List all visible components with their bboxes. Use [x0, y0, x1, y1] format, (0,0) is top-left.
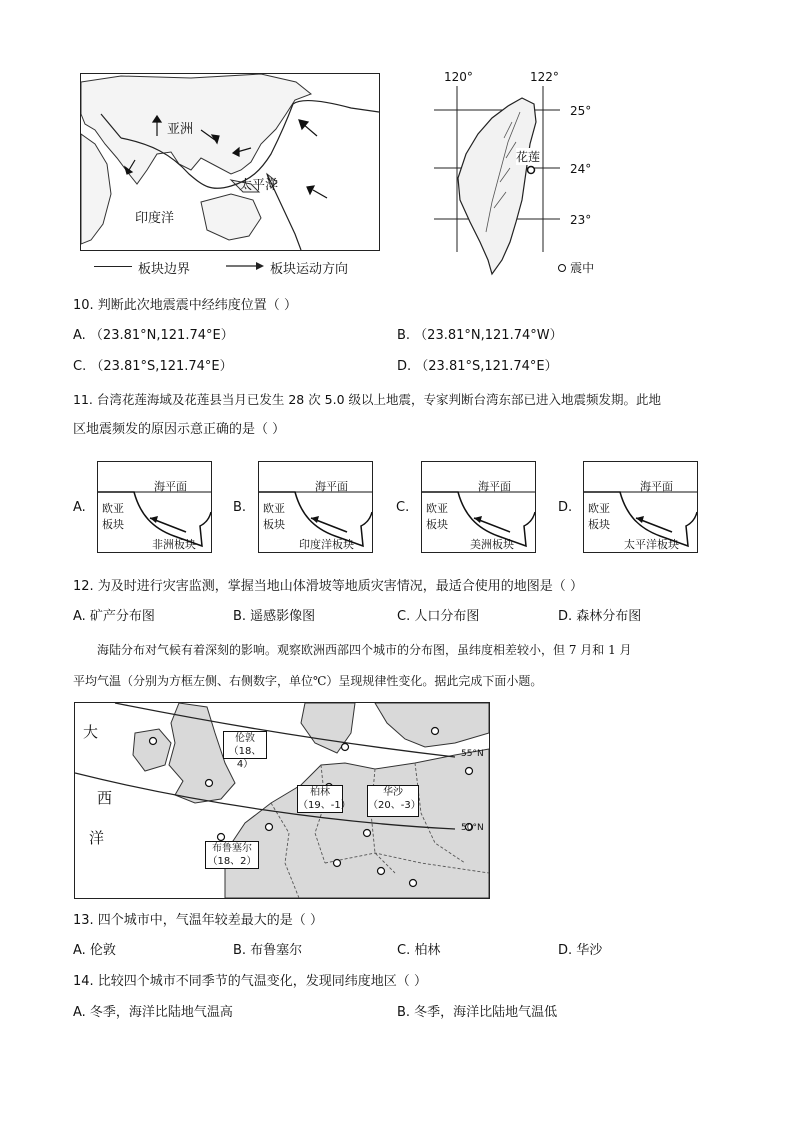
ocean-char-2: 西	[97, 789, 113, 807]
label-asia: 亚洲	[167, 122, 194, 137]
city-dot	[266, 824, 273, 831]
city-box-warsaw	[367, 785, 419, 817]
q13-option-a: A. 伦敦	[73, 943, 116, 958]
label-indian: 印度洋	[135, 211, 175, 226]
asia-landmass	[81, 74, 311, 184]
q11-diagram-b	[258, 461, 373, 553]
taiwan-island	[458, 98, 536, 274]
q11-c-moving: 美洲板块	[470, 538, 514, 551]
city-name-warsaw: 华沙	[383, 787, 403, 798]
ocean-char-1: 大	[83, 723, 99, 741]
q11-diagram-row	[73, 461, 733, 554]
lat-23-label: 23°	[570, 213, 592, 227]
intro-line1: 海陆分布对气候有着深刻的影响。观察欧洲西部四个城市的分布图，虽纬度相差较小，但 7 月和 1 月	[97, 643, 632, 657]
epicenter-legend-icon	[558, 264, 566, 272]
lon-122-label: 122°	[530, 70, 559, 84]
epicenter-legend-label: 震中	[570, 261, 595, 275]
intro-line2: 平均气温（分别为方框左侧、右侧数字，单位℃）呈现规律性变化。据此完成下面小题。	[73, 674, 543, 688]
q10-option-d: D. （23.81°S,121.74°E）	[397, 359, 558, 374]
city-temps-warsaw: （20、-3）	[368, 800, 421, 811]
legend-boundary-label: 板块边界	[138, 262, 191, 277]
q11-c-plate2: 板块	[426, 518, 448, 531]
city-dot	[410, 880, 417, 887]
q11-d-sea: 海平面	[640, 480, 673, 493]
q11-diagram-a	[97, 461, 212, 553]
q11-a-plate1: 欧亚	[102, 502, 124, 515]
hualien-label: 花莲	[516, 150, 541, 164]
q14-option-b: B. 冬季，海洋比陆地气温低	[397, 1005, 558, 1020]
city-dot	[342, 744, 349, 751]
plate-map-graphic	[81, 74, 379, 250]
q11-b-sea: 海平面	[315, 480, 348, 493]
q11-c-sea: 海平面	[478, 480, 511, 493]
q12-option-b: B. 遥感影像图	[233, 609, 316, 624]
europe-map-graphic	[75, 703, 489, 898]
city-dot	[466, 768, 473, 775]
continent-landmass	[225, 749, 489, 898]
city-dot	[378, 868, 385, 875]
city-box-berlin	[297, 785, 351, 813]
q11-b-plate2: 板块	[263, 518, 285, 531]
q12-stem: 12. 为及时进行灾害监测，掌握当地山体滑坡等地质灾害情况，最适合使用的地图是（ ）	[73, 579, 583, 594]
q11-letter-a: A.	[73, 500, 86, 515]
q11-letter-b: B.	[233, 500, 247, 515]
city-box-brussels	[205, 841, 259, 869]
q14-stem: 14. 比较四个城市不同季节的气温变化，发现同纬度地区（ ）	[73, 974, 427, 989]
q11-a-sea: 海平面	[154, 480, 187, 493]
lat-25-label: 25°	[570, 104, 592, 118]
lat-50-label: 50°N	[461, 823, 484, 833]
label-pacific: 太平洋	[239, 178, 279, 193]
q12-option-c: C. 人口分布图	[397, 609, 480, 624]
q11-diagram-c	[421, 461, 536, 553]
plate-map-figure	[80, 73, 380, 251]
q11-stem-line1: 11. 台湾花莲海域及花莲县当月已发生 28 次 5.0 级以上地震，专家判断台湾东部已进入地震频发期。此地	[73, 392, 662, 407]
q11-letter-c: C.	[396, 500, 410, 515]
q11-b-plate1: 欧亚	[263, 502, 285, 515]
ireland-landmass	[133, 729, 171, 771]
q11-stem-line2: 区地震频发的原因示意正确的是（ ）	[73, 422, 286, 437]
motion-arrow	[313, 190, 327, 198]
europe-map-figure	[74, 702, 490, 899]
q11-d-plate2: 板块	[588, 518, 610, 531]
q11-diagram-d	[583, 461, 698, 553]
city-box-london	[223, 731, 267, 770]
city-dot	[364, 830, 371, 837]
epicenter-marker	[528, 167, 535, 174]
sweden-landmass	[375, 703, 489, 747]
city-temps-brussels: （18、2）	[207, 856, 257, 867]
q11-c-plate1: 欧亚	[426, 502, 448, 515]
city-dot	[150, 738, 157, 745]
q14-option-a: A. 冬季，海洋比陆地气温高	[73, 1005, 233, 1020]
legend-motion-arrow-icon	[226, 260, 266, 272]
city-name-berlin: 柏林	[310, 787, 330, 798]
city-name-brussels: 布鲁塞尔	[212, 843, 252, 854]
lon-120-label: 120°	[444, 70, 473, 84]
q11-d-plate1: 欧亚	[588, 502, 610, 515]
q11-a-moving: 非洲板块	[152, 538, 196, 551]
city-dot	[432, 728, 439, 735]
q11-d-moving: 太平洋板块	[624, 538, 679, 551]
city-temps-berlin: （19、-1）	[298, 800, 351, 811]
ocean-char-3: 洋	[89, 829, 105, 847]
australia-landmass	[201, 194, 261, 240]
city-name-london: 伦敦	[235, 733, 255, 744]
q10-stem: 10. 判断此次地震震中经纬度位置（ ）	[73, 298, 297, 313]
legend-boundary-line	[94, 266, 132, 267]
africa-landmass	[81, 134, 111, 244]
city-dot	[206, 780, 213, 787]
q12-option-a: A. 矿产分布图	[73, 609, 155, 624]
city-temps-london: （18、4）	[228, 746, 262, 770]
city-dot	[218, 834, 225, 841]
q10-option-b: B. （23.81°N,121.74°W）	[397, 328, 563, 343]
q12-option-d: D. 森林分布图	[558, 609, 642, 624]
lat-55-label: 55°N	[461, 749, 484, 759]
q10-option-c: C. （23.81°S,121.74°E）	[73, 359, 233, 374]
taiwan-map-figure	[430, 70, 610, 280]
lat-24-label: 24°	[570, 162, 592, 176]
q10-option-a: A. （23.81°N,121.74°E）	[73, 328, 234, 343]
q13-option-b: B. 布鲁塞尔	[233, 943, 303, 958]
legend-motion-label: 板块运动方向	[270, 262, 349, 277]
q13-stem: 13. 四个城市中，气温年较差最大的是（ ）	[73, 913, 323, 928]
q11-a-plate2: 板块	[102, 518, 124, 531]
q11-letter-d: D.	[558, 500, 573, 515]
q11-b-moving: 印度洋板块	[299, 538, 354, 551]
epicenter-legend	[558, 259, 594, 276]
q13-option-c: C. 柏林	[397, 943, 441, 958]
q13-option-d: D. 华沙	[558, 943, 603, 958]
city-dot	[334, 860, 341, 867]
